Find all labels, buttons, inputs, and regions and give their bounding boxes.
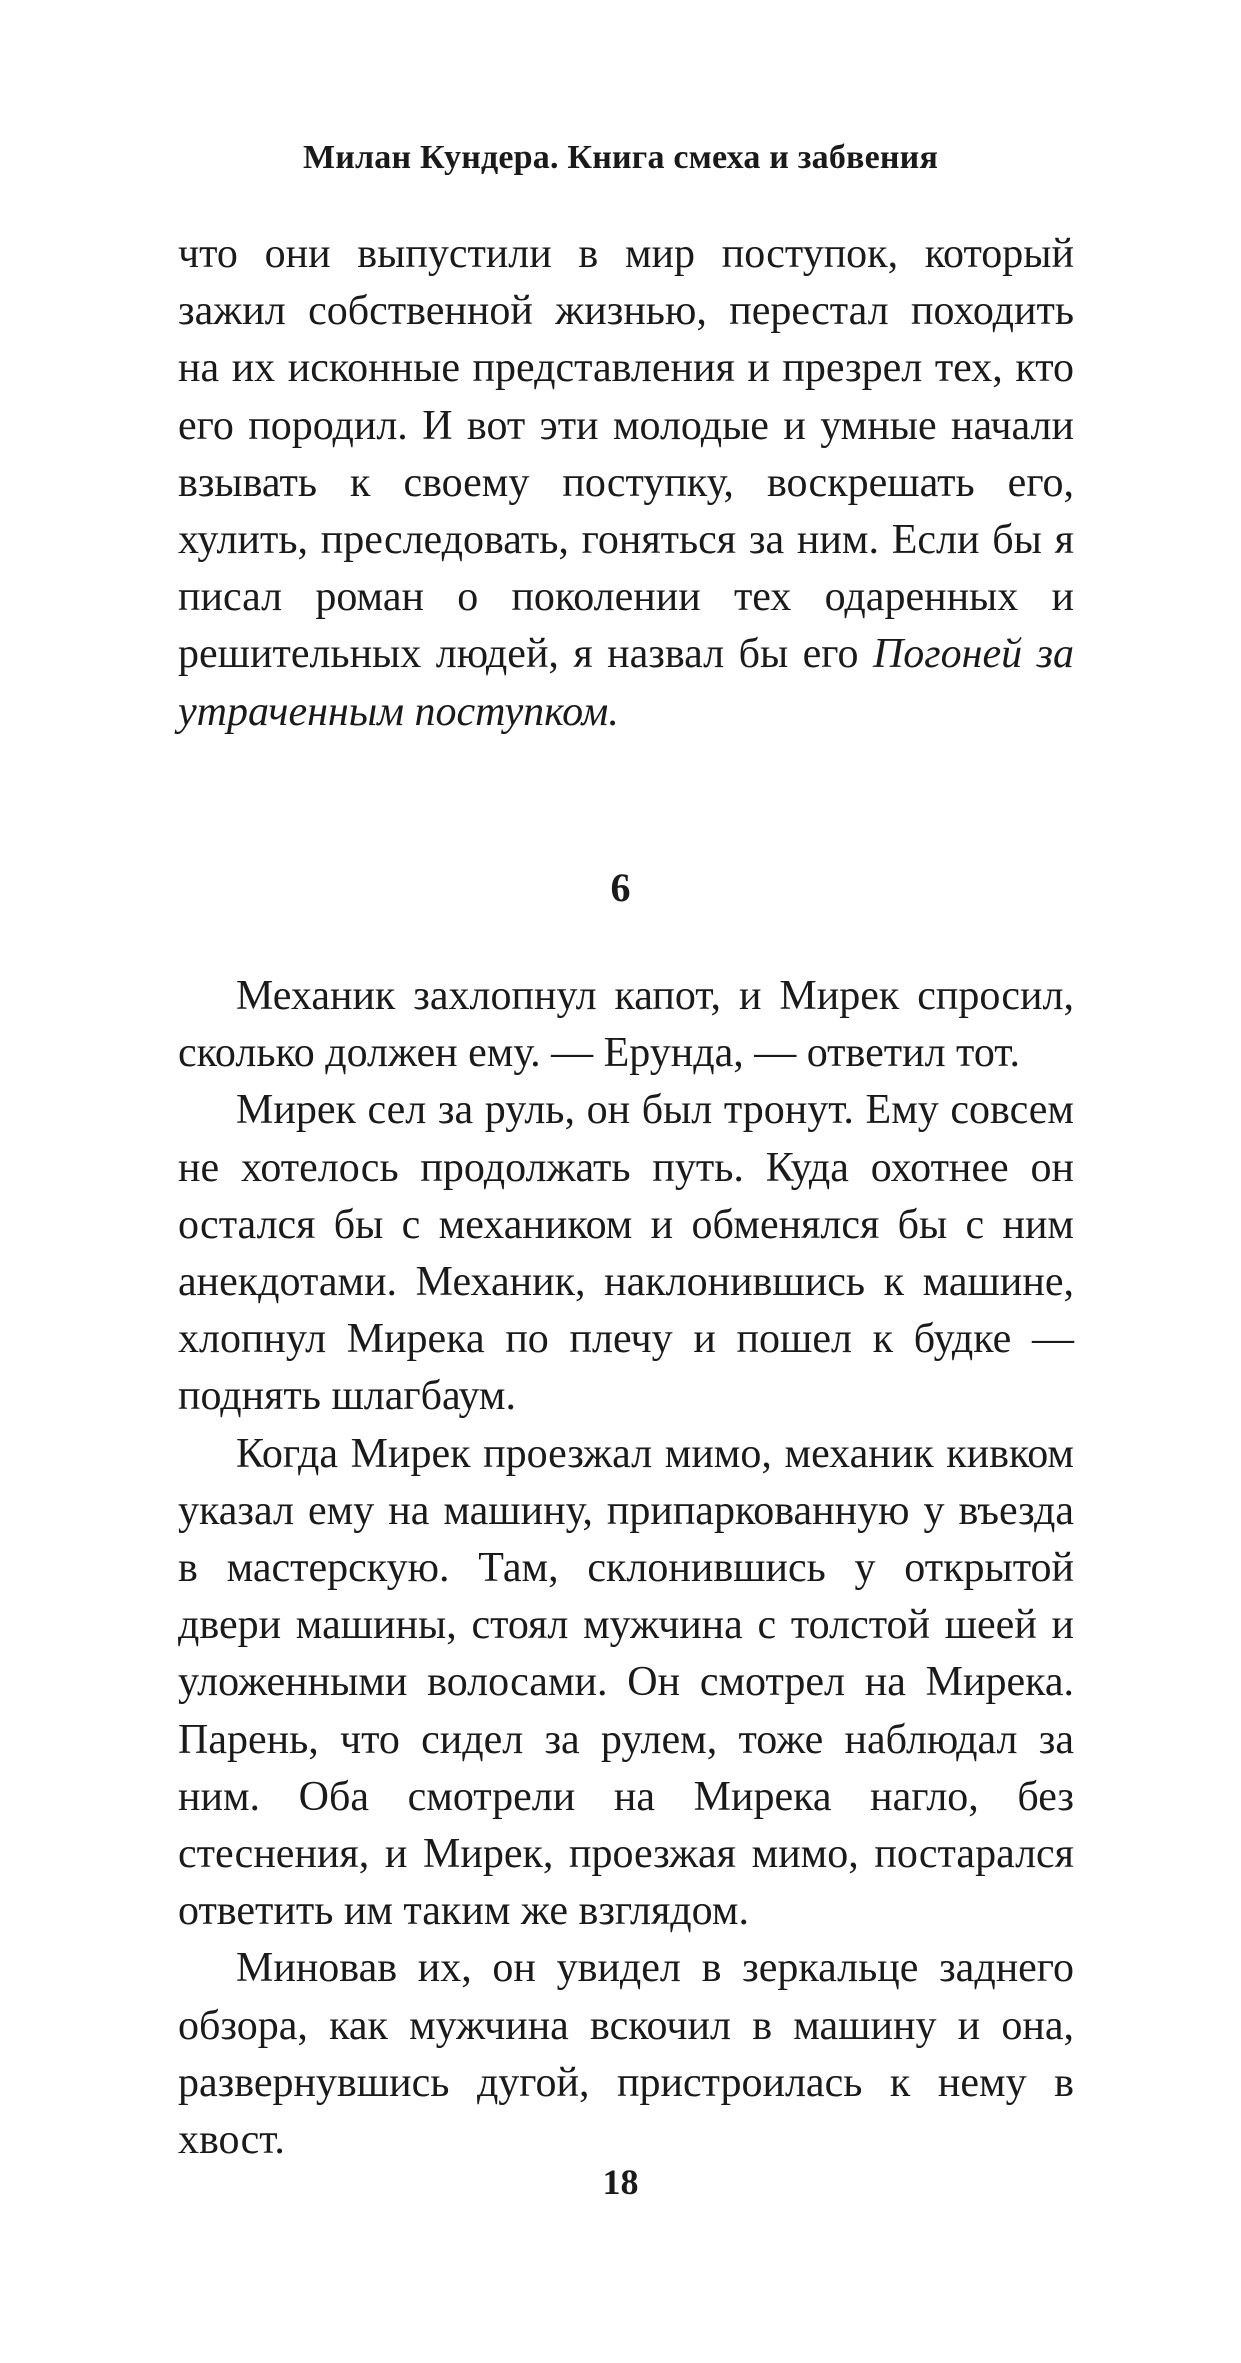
chapter-number: 6 <box>610 865 631 910</box>
continued-paragraph-block <box>178 226 1074 741</box>
paragraph: Когда Мирек проезжал мимо, механик кивком указал ему на машину, припаркованную у въезда в мастерскую. Там, склонившись у открытой двери машины, стоял мужчина с толстой шеей и уложенными волосами. Он смотрел на Мирека. Парень, что сидел за рулем, тоже наблюдал за ним. Оба смотрели на Мирека нагло, без стеснения, и Мирек, проезжая мимо, постарался ответить им таким же взглядом. <box>178 1430 1074 1935</box>
paragraph: Механик захлопнул капот, и Мирек спросил, сколько должен ему. — Ерунда, — ответил тот. <box>178 973 1074 1077</box>
continued-paragraph <box>178 226 1074 741</box>
continued-paragraph-text: что они выпустили в мир поступок, который зажил собственной жизнью, перестал походить на их исконные представления и презрел тех, кто его породил. И вот эти молодые и умные начали взывать к своему поступку, воскрешать его, хулить, преследовать, гоняться за ним. Если бы я писал роман о поколении тех одаренных и решительных людей, я назвал бы его <box>178 231 1074 678</box>
paragraph: Миновав их, он увидел в зеркальце заднего обзора, как мужчина вскочил в машину и она, развернувшись дугой, пристроилась к нему в хвост. <box>178 1945 1074 2164</box>
running-header: Милан Кундера. Книга смеха и забвения <box>302 139 939 176</box>
chapter-body <box>178 968 1074 2169</box>
italic-book-title: Погоней за утраченным поступком. <box>178 631 1074 735</box>
page-number: 18 <box>602 2162 639 2202</box>
paragraph: Мирек сел за руль, он был тронут. Ему совсем не хотелось продолжать путь. Куда охотнее он остался бы с механиком и обменялся бы с ним анекдотами. Механик, наклонившись к машине, хлопнул Мирека по плечу и пошел к будке — поднять шлагбаум. <box>178 1087 1074 1420</box>
